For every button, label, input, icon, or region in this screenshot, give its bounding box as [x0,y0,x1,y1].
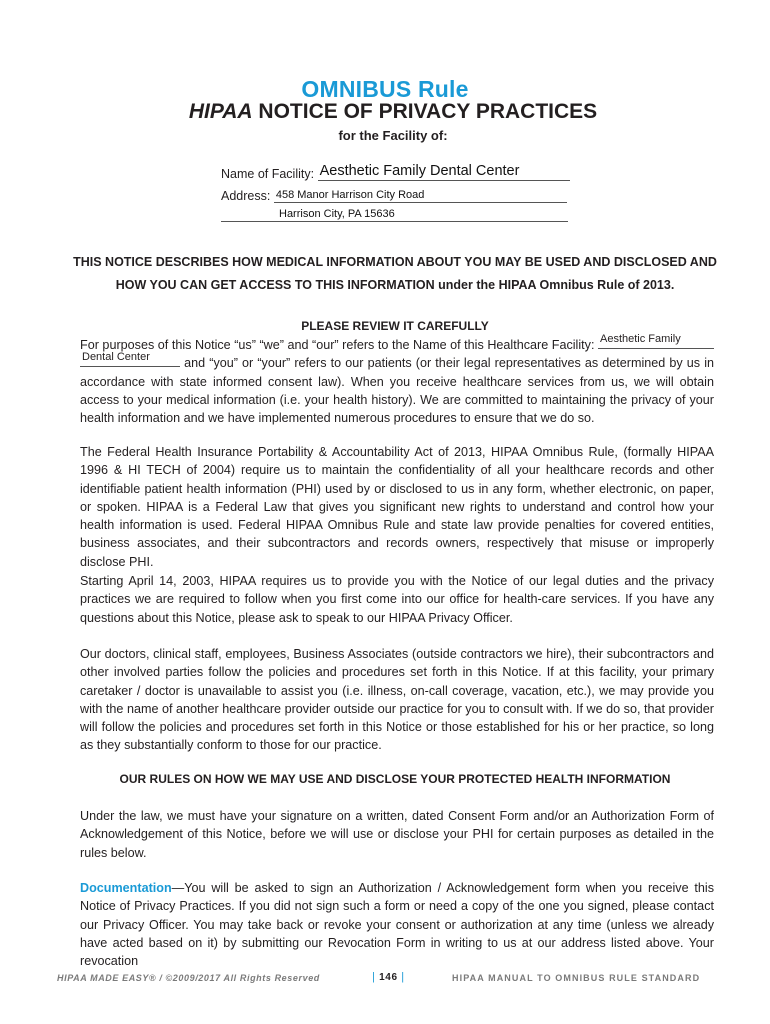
facility-name-inline-field-2[interactable] [80,351,180,367]
address-line2-field[interactable] [221,207,568,222]
paragraph-federal-law: The Federal Health Insurance Portability & Accountability Act of 2013, HIPAA Omnibus Rule, (formally HIPAA 1996 & HI TECH of 2004) require us to maintain the confidentiality of all your healthcare records and other identifiable patient health information (PHI) used by or disclosed to us in any form, whether electronic, on paper, or spoken. HIPAA is a Federal Law that gives you significant new rights to understand and control how your health information is used. Federal HIPAA Omnibus Rule and state law provide penalties for covered entities, business associates, and their subcontractors and records owners, respectively that misuse or improperly disclose PHI. [80,445,714,569]
paragraph-purposes [80,332,715,427]
facility-name-inline-value-1: Aesthetic Family [600,332,681,345]
documentation-text: —You will be asked to sign an Authorization / Acknowledgement form when you receive this Notice of Privacy Practices. If you did not sign such a form or need a copy of the one you signed, please contact our Privacy Officer. You may take back or revoke your consent or authorization at any time (unless we already have acted based on it) by submitting our Revocation Form in writing to us at our address listed above. Your revocation [80,881,714,969]
paragraph-under-law: Under the law, we must have your signature on a written, dated Consent Form and/or an Authorization Form of Acknowledgement of this Notice, before we will use or disclose your PHI for certain purposes as detailed in the rules below. [80,809,714,860]
subtitle-rest: NOTICE OF PRIVACY PRACTICES [252,100,598,123]
facility-name-label: Name of Facility: [221,167,315,181]
footer-copyright: HIPAA MADE EASY® / ©2009/2017 All Rights Reserved [57,973,320,983]
for-facility-label: for the Facility of: [338,128,448,143]
facility-name-inline-value-2: Dental Center [82,351,150,363]
purposes-text-end: and “you” or “your” refers to our patients (or their legal representatives as determined by us in accordance with state informed consent law). When you receive healthcare services from us, we will obtain access to your medical information (i.e. your health history). We are committed to maintaining the privacy of your health information and we have implemented numerous procedures to ensure that we do so. [80,356,715,426]
address-label: Address: [221,189,271,203]
rules-heading: OUR RULES ON HOW WE MAY USE AND DISCLOSE YOUR PROTECTED HEALTH INFORMATION [119,772,671,786]
notice-line-2: HOW YOU CAN GET ACCESS TO THIS INFORMATION under the HIPAA Omnibus Rule of 2013. [115,278,675,292]
notice-line-1: THIS NOTICE DESCRIBES HOW MEDICAL INFORMATION ABOUT YOU MAY BE USED AND DISCLOSED AND [73,255,717,269]
paragraph-starting-april: Starting April 14, 2003, HIPAA requires us to provide you with the Notice of our legal duties and the privacy practices we are required to follow when you first come into our office for health-care services. If you have any questions about this Notice, please ask to speak to our HIPAA Privacy Officer. [80,574,714,625]
document-subtitle [0,100,770,124]
facility-name-row [221,163,570,181]
footer-page-number: | 146 | [372,971,405,983]
address-row [221,188,567,203]
address-line1-value: 458 Manor Harrison City Road [275,189,425,201]
paragraph-doctors: Our doctors, clinical staff, employees, Business Associates (outside contractors we hire), their subcontractors and other involved parties follow the policies and procedures set forth in this Notice. If at this facility, your primary caretaker / doctor is unavailable to assist you (i.e. illness, on-call coverage, vacation, etc.), we may provide you with the name of another healthcare provider outside our practice for you to consult with. If we do so, that provider will follow the policies and procedures set forth in this Notice or those established for his or her practice, so long as they substantially conform to those for our practice. [80,647,714,753]
address-row-2 [221,207,568,222]
facility-name-value: Aesthetic Family Dental Center [319,163,520,179]
paragraph-documentation [80,879,714,970]
notice-heading [60,251,730,297]
facility-name-field[interactable] [318,163,570,181]
documentation-label: Documentation [80,881,172,895]
purposes-text-start: For purposes of this Notice “us” “we” and “our” refers to the Name of this Healthcare Facility: [80,338,595,352]
document-title: OMNIBUS Rule [301,76,469,102]
address-line1-field[interactable] [274,188,567,203]
page-number: 146 [379,972,398,983]
footer-manual-title: HIPAA MANUAL TO OMNIBUS RULE STANDARD [452,973,701,983]
address-line2-value: Harrison City, PA 15636 [279,208,395,220]
please-review-heading: PLEASE REVIEW IT CAREFULLY [301,319,489,333]
facility-name-inline-field-1[interactable] [598,332,714,349]
subtitle-hipaa: HIPAA [188,100,253,123]
